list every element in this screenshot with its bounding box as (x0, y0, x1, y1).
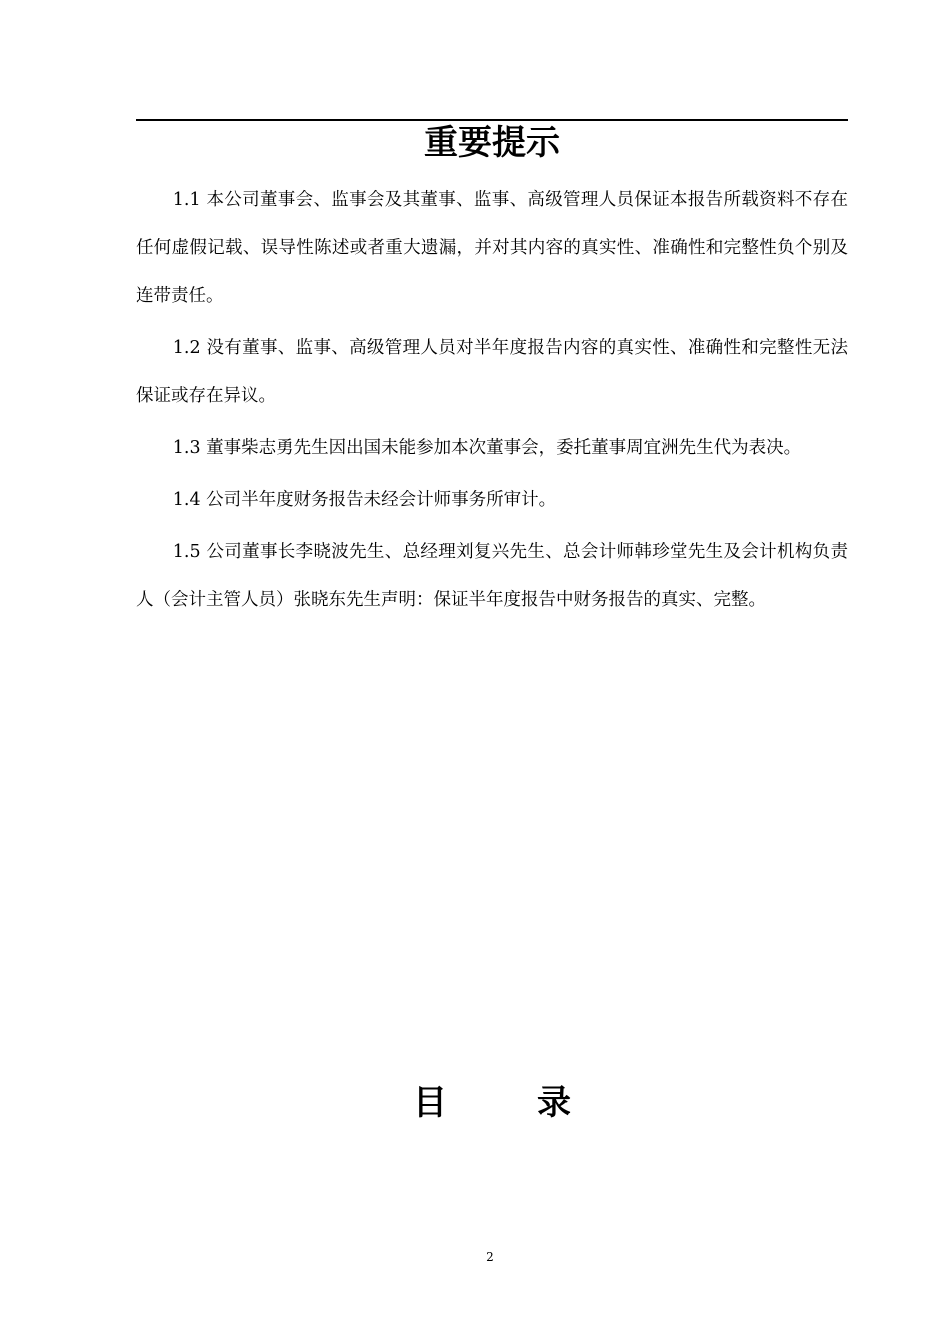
table-of-contents-title (136, 1075, 848, 1131)
toc-title-left: 目 (413, 1083, 447, 1123)
notice-paragraph-1-1: 1.1 本公司董事会、监事会及其董事、监事、高级管理人员保证本报告所载资料不存在任何虚假记载、误导性陈述或者重大遗漏，并对其内容的真实性、准确性和完整性负个别及连带责任。 (136, 190, 848, 306)
page-number: 2 (486, 1250, 494, 1264)
notice-paragraph-1-3: 1.3 董事柴志勇先生因出国未能参加本次董事会，委托董事周宜洲先生代为表决。 (172, 438, 802, 458)
notice-paragraph-1-2: 1.2 没有董事、监事、高级管理人员对半年度报告内容的真实性、准确性和完整性无法保证或存在异议。 (136, 338, 848, 406)
notice-paragraph-1-4: 1.4 公司半年度财务报告未经会计师事务所审计。 (172, 490, 557, 510)
section-title: 重要提示 (424, 123, 560, 163)
notice-paragraph-1-5: 1.5 公司董事长李晓波先生、总经理刘复兴先生、总会计师韩珍堂先生及会计机构负责人（会计主管人员）张晓东先生声明：保证半年度报告中财务报告的真实、完整。 (136, 542, 848, 610)
notice-body (136, 176, 848, 628)
toc-title-right: 录 (537, 1083, 571, 1123)
